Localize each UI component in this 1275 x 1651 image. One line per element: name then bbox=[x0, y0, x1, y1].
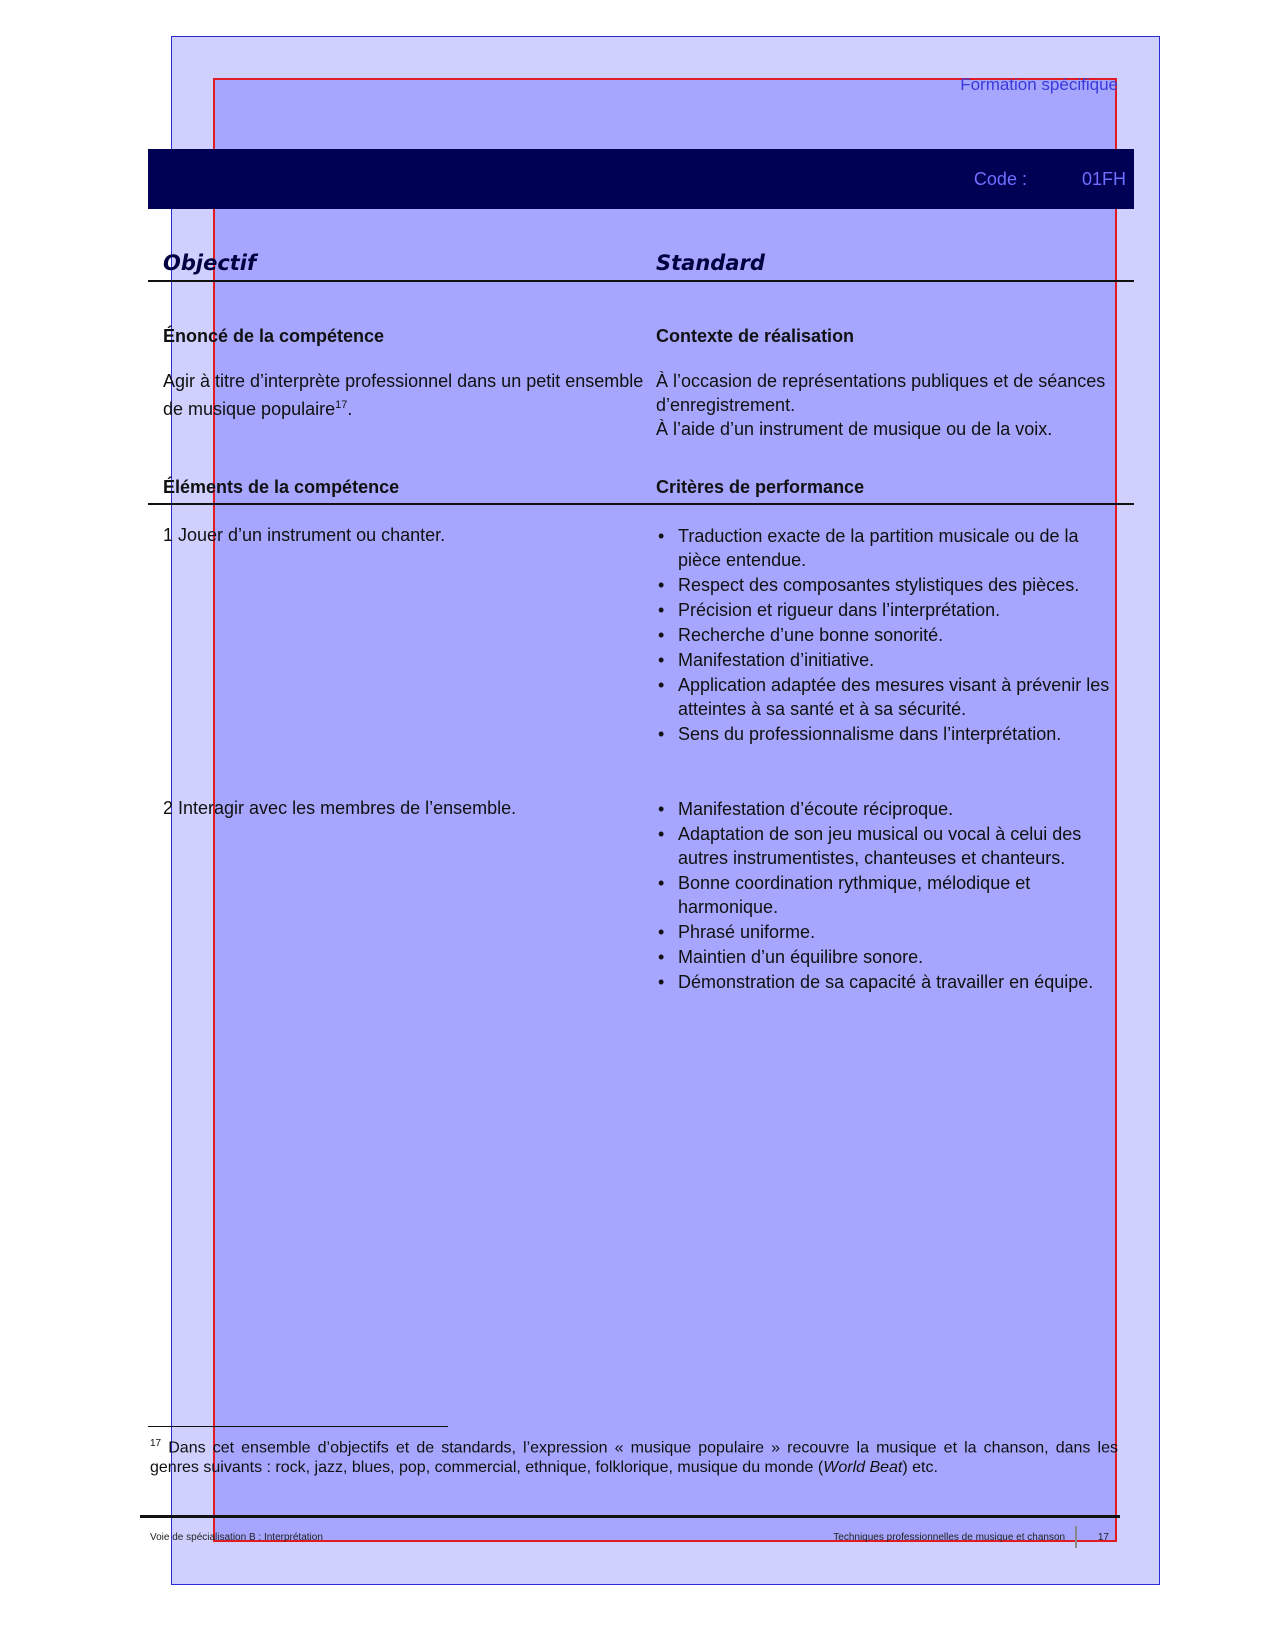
title-rule bbox=[148, 280, 1134, 282]
footnote-ref: 17 bbox=[335, 399, 348, 411]
section-head-elements: Éléments de la compétence bbox=[163, 477, 400, 497]
element-2-criteria bbox=[656, 797, 1121, 995]
footnote-rule bbox=[148, 1426, 448, 1427]
code-banner bbox=[148, 149, 1134, 209]
section-head-criteres: Critères de performance bbox=[656, 477, 865, 497]
section-rule bbox=[148, 503, 1134, 505]
criterion-item: • Manifestation d’initiative. bbox=[656, 648, 1121, 672]
footnote-italic: World Beat bbox=[823, 1459, 903, 1477]
context-line: À l’occasion de représentations publiques et de séances d’enregistrement. bbox=[656, 371, 1106, 415]
element-1-label: 1 Jouer d’un instrument ou chanter. bbox=[163, 525, 446, 545]
element-2-label: 2 Interagir avec les membres de l’ensemble. bbox=[163, 798, 517, 818]
criterion-item: • Adaptation de son jeu musical ou vocal à celui des autres instrumentistes, chanteuses et chanteurs. bbox=[656, 822, 1121, 870]
criterion-item: • Bonne coordination rythmique, mélodique et harmonique. bbox=[656, 871, 1121, 919]
criterion-item: • Respect des composantes stylistiques des pièces. bbox=[656, 573, 1121, 597]
footnote-mark: 17 bbox=[150, 1438, 162, 1449]
column-title-standard: Standard bbox=[656, 251, 765, 275]
criterion-item: • Sens du professionnalisme dans l’interprétation. bbox=[656, 722, 1121, 746]
criterion-item: • Démonstration de sa capacité à travailler en équipe. bbox=[656, 970, 1121, 994]
criterion-item: • Recherche d’une bonne sonorité. bbox=[656, 623, 1121, 647]
footer-rule bbox=[140, 1515, 1120, 1518]
footer-title: Techniques professionnelles de musique et chanson bbox=[833, 1532, 1066, 1543]
footnote bbox=[150, 1434, 1118, 1478]
code-label: Code : bbox=[973, 169, 1027, 189]
criterion-item: • Précision et rigueur dans l’interprétation. bbox=[656, 598, 1121, 622]
criterion-item: • Maintien d’un équilibre sonore. bbox=[656, 945, 1121, 969]
section-head-contexte: Contexte de réalisation bbox=[656, 326, 855, 346]
criterion-item: • Manifestation d’écoute réciproque. bbox=[656, 797, 1121, 821]
context-block bbox=[656, 369, 1121, 441]
competence-text-end: . bbox=[347, 399, 353, 419]
footnote-text: Dans cet ensemble d’objectifs et de standards, l’expression « musique populaire » recouvre la musique et la chanson, dans les genres suivants : rock, jazz, blues, pop, commercial, ethnique, folklorique, musique du monde ( bbox=[150, 1439, 1118, 1477]
code-line bbox=[974, 169, 1126, 190]
column-title-objectif: Objectif bbox=[163, 251, 257, 275]
page-number: 17 bbox=[1097, 1532, 1109, 1543]
footnote-text-end: ) etc. bbox=[902, 1459, 938, 1477]
element-1-criteria bbox=[656, 524, 1121, 747]
competence-text: Agir à titre d’interprète professionnel dans un petit ensemble de musique populaire bbox=[163, 371, 644, 419]
section-head-enonce: Énoncé de la compétence bbox=[163, 326, 385, 346]
code-value: 01FH bbox=[1081, 169, 1126, 189]
footer-right bbox=[833, 1532, 1109, 1543]
criterion-item: • Application adaptée des mesures visant à prévenir les atteintes à sa santé et à sa sécurité. bbox=[656, 673, 1121, 721]
header-label: Formation spécifique bbox=[960, 75, 1118, 94]
criterion-item: • Phrasé uniforme. bbox=[656, 920, 1121, 944]
competence-statement bbox=[163, 369, 653, 421]
criterion-item: • Traduction exacte de la partition musicale ou de la pièce entendue. bbox=[656, 524, 1121, 572]
context-line: À l’aide d’un instrument de musique ou de la voix. bbox=[656, 419, 1053, 439]
footer-left: Voie de spécialisation B : Interprétation bbox=[150, 1532, 323, 1543]
